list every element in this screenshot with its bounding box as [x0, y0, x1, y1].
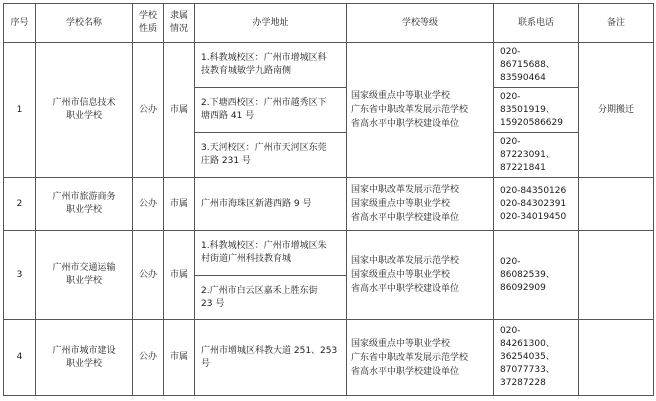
school-phone: 020-86082539、 86092909: [494, 231, 579, 320]
school-table: [3, 3, 654, 396]
row-no: 4: [4, 320, 36, 396]
school-address: 1.科教城校区：广州市增城区科 技教育城敏学九路南侧: [195, 43, 347, 88]
table-row: [4, 231, 654, 276]
table-row: [4, 320, 654, 396]
school-address: 广州市增城区科教大道 251、253 号: [195, 320, 347, 396]
school-name: 广州市城市建设 职业学校: [36, 320, 133, 396]
school-belong: 市属: [164, 178, 195, 231]
school-phone: 020-84350126 020-84302391 020-34019450: [494, 178, 579, 231]
row-no: 2: [4, 178, 36, 231]
school-address: 3.天河校区：广州市天河区东莞 庄路 231 号: [195, 133, 347, 178]
school-phone: 020-86715688、 83590464: [494, 43, 579, 88]
school-note: [579, 320, 654, 396]
header-belong: 隶属 情况: [164, 4, 195, 43]
school-phone: 020-84261300、 36254035、 87077733、 37287228: [494, 320, 579, 396]
row-no: 3: [4, 231, 36, 320]
header-nature: 学校 性质: [133, 4, 164, 43]
school-nature: 公办: [133, 231, 164, 320]
school-belong: 市属: [164, 231, 195, 320]
header-row: [4, 4, 654, 43]
school-note: 分期搬迁: [579, 43, 654, 178]
school-address: 广州市海珠区新港西路 9 号: [195, 178, 347, 231]
header-phone: 联系电话: [494, 4, 579, 43]
school-name: 广州市信息技术 职业学校: [36, 43, 133, 178]
row-no: 1: [4, 43, 36, 178]
header-grade: 学校等级: [347, 4, 494, 43]
school-grade: 国家级重点中等职业学校 广东省中职改革发展示范学校 省高水平中职学校建设单位: [347, 320, 494, 396]
school-note: [579, 231, 654, 320]
school-note: [579, 178, 654, 231]
header-no: 序号: [4, 4, 36, 43]
table-row: [4, 43, 654, 88]
school-grade: 国家级重点中等职业学校 广东省中职改革发展示范学校 省高水平中职学校建设单位: [347, 43, 494, 178]
school-phone: 020-83501919、 15920586629: [494, 88, 579, 133]
school-name: 广州市旅游商务 职业学校: [36, 178, 133, 231]
school-nature: 公办: [133, 43, 164, 178]
school-grade: 国家中职改革发展示范学校 国家级重点中等职业学校 省高水平中职学校建设单位: [347, 178, 494, 231]
school-address: 2.下塘西校区：广州市越秀区下 塘西路 41 号: [195, 88, 347, 133]
school-phone: 020-87223091、 87221841: [494, 133, 579, 178]
school-address: 1.科教城校区：广州市增城区朱 村街道广州科技教育城: [195, 231, 347, 276]
school-nature: 公办: [133, 320, 164, 396]
school-name: 广州市交通运输 职业学校: [36, 231, 133, 320]
school-grade: 国家中职改革发展示范学校 国家级重点中等职业学校 省高水平中职学校建设单位: [347, 231, 494, 320]
school-nature: 公办: [133, 178, 164, 231]
school-address: 2.广州市白云区嘉禾上胜东街 23 号: [195, 276, 347, 320]
school-belong: 市属: [164, 320, 195, 396]
school-belong: 市属: [164, 43, 195, 178]
table-row: [4, 178, 654, 231]
header-address: 办学地址: [195, 4, 347, 43]
header-name: 学校名称: [36, 4, 133, 43]
header-note: 备注: [579, 4, 654, 43]
